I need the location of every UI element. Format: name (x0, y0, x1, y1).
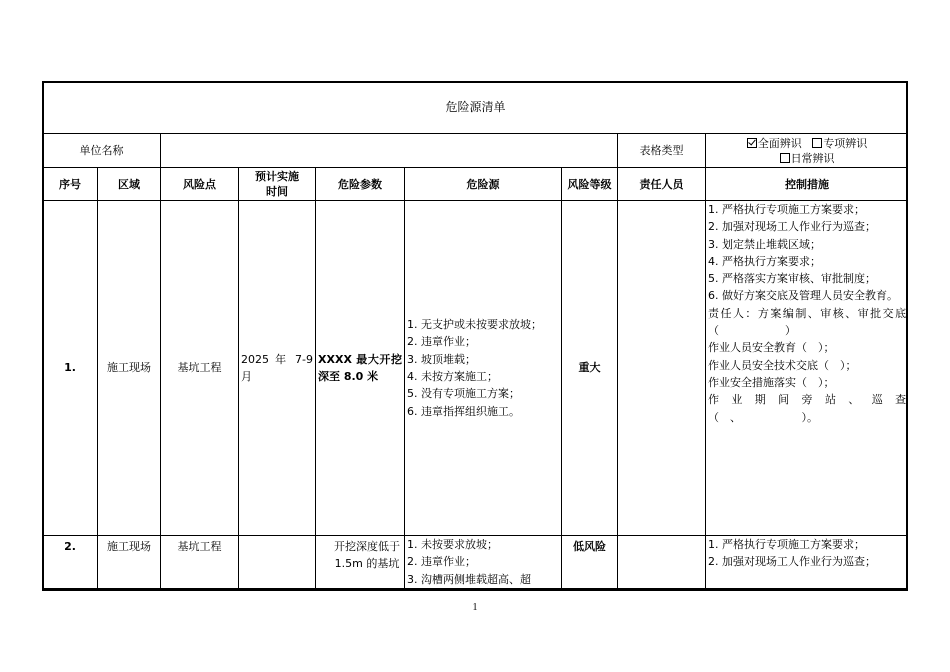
row-hazard-param: XXXX 最大开挖深至 8.0 米 (316, 201, 405, 536)
row-control-measures: 1. 严格执行专项施工方案要求； 2. 加强对现场工人作业行为巡查； (706, 536, 909, 589)
page-number: 1 (472, 602, 478, 613)
header-responsible: 责任人员 (618, 168, 706, 201)
header-hazard-source: 危险源 (405, 168, 562, 201)
form-type-options (706, 134, 909, 168)
row-responsible[interactable] (618, 536, 706, 589)
row-risk-point: 基坑工程 (161, 201, 239, 536)
row-serial: 1. (43, 201, 98, 536)
header-hazard-param: 危险参数 (316, 168, 405, 201)
header-row (43, 168, 909, 201)
row-area: 施工现场 (98, 201, 161, 536)
type-option-full[interactable]: 全面辨识 (747, 137, 802, 150)
header-planned-time: 预计实施时间 (239, 168, 316, 201)
checked-box-icon (747, 138, 757, 148)
row-planned-time: 2025 年 7-9 月 (239, 201, 316, 536)
document-title: 危险源清单 (43, 82, 909, 134)
row-hazard-sources: 1. 无支护或未按要求放坡； 2. 违章作业； 3. 坡顶堆载； 4. 未按方案施工； 5. 没有专项施工方案； 6. 违章指挥组织施工。 (405, 201, 562, 536)
header-area: 区域 (98, 168, 161, 201)
checkbox-icon (780, 153, 790, 163)
row-control-measures: 1. 严格执行专项施工方案要求； 2. 加强对现场工人作业行为巡查； 3. 划定禁止堆载区域； 4. 严格执行方案要求； 5. 严格落实方案审核、审批制度； 6. 做好方案交底及管理人员安全教育。 责任人：方案编制、审核、审批交底（ ） 作业人员安全教育（ ）； 作业人员安全技术交底（ ）； 作业安全措施落实（ ）； 作业期间旁站、巡查（ 、 ）。 (706, 201, 909, 536)
header-control-measures: 控制措施 (706, 168, 909, 201)
row-hazard-sources: 1. 未按要求放坡； 2. 违章作业； 3. 沟槽两侧堆载超高、超 (405, 536, 562, 589)
header-risk-level: 风险等级 (562, 168, 618, 201)
row-risk-level: 重大 (562, 201, 618, 536)
row-risk-level: 低风险 (562, 536, 618, 589)
header-risk-point: 风险点 (161, 168, 239, 201)
table-row (43, 536, 909, 589)
unit-name-label: 单位名称 (43, 134, 161, 168)
form-type-label: 表格类型 (618, 134, 706, 168)
table-row (43, 201, 909, 536)
unit-name-value[interactable] (161, 134, 618, 168)
row-responsible[interactable] (618, 201, 706, 536)
header-serial: 序号 (43, 168, 98, 201)
row-area: 施工现场 (98, 536, 161, 589)
row-serial: 2. (43, 536, 98, 589)
row-planned-time (239, 536, 316, 589)
type-option-daily[interactable]: 日常辨识 (780, 152, 835, 165)
hazard-list-sheet (42, 81, 908, 591)
row-risk-point: 基坑工程 (161, 536, 239, 589)
checkbox-icon (812, 138, 822, 148)
row-hazard-param: 开挖深度低于 1.5m 的基坑 (316, 536, 405, 589)
hazard-table (42, 81, 908, 589)
type-option-special[interactable]: 专项辨识 (812, 137, 867, 150)
